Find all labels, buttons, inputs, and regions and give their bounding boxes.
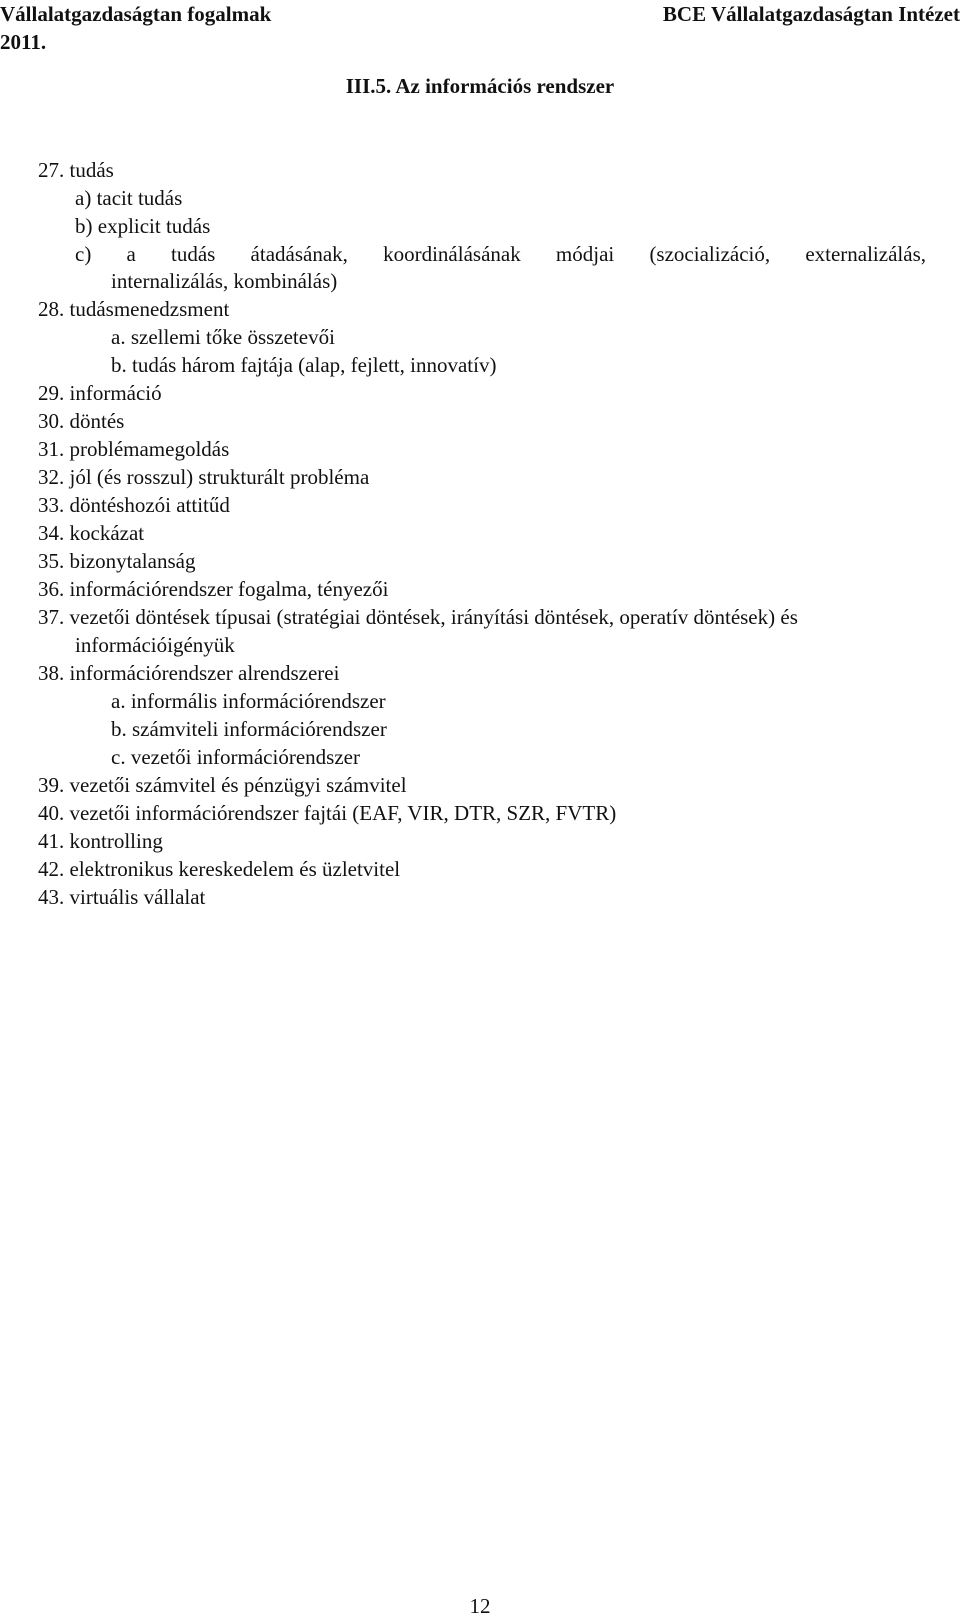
list-item-27c-word: externalizálás, <box>805 242 926 266</box>
list-item-27c-continued: internalizálás, kombinálás) <box>111 269 338 293</box>
header-institute-name: BCE Vállalatgazdaságtan Intézet <box>662 2 960 26</box>
page-number: 12 <box>469 1594 491 1618</box>
header-document-title: Vállalatgazdaságtan fogalmak <box>0 2 272 26</box>
list-item-27c-word: átadásának, <box>250 242 348 266</box>
list-item-37: 37. vezetői döntések típusai (stratégiai döntések, irányítási döntések, operatív döntések) és <box>38 605 798 629</box>
list-item-27c <box>75 244 926 265</box>
list-item-28: 28. tudásmenedzsment <box>38 297 230 321</box>
list-item-27c-word: c) <box>75 242 92 266</box>
list-item-28a: a. szellemi tőke összetevői <box>111 325 335 349</box>
list-item-37-continued: információigényük <box>75 633 235 657</box>
list-item-38b: b. számviteli információrendszer <box>111 717 387 741</box>
list-item-40: 40. vezetői információrendszer fajtái (EAF, VIR, DTR, SZR, FVTR) <box>38 801 617 825</box>
list-item-38c: c. vezetői információrendszer <box>111 745 360 769</box>
list-item-36: 36. információrendszer fogalma, tényezői <box>38 577 389 601</box>
list-item-38a: a. informális információrendszer <box>111 689 386 713</box>
list-item-28b: b. tudás három fajtája (alap, fejlett, innovatív) <box>111 353 497 377</box>
list-item-39: 39. vezetői számvitel és pénzügyi számvitel <box>38 773 407 797</box>
list-item-27c-word: tudás <box>171 242 216 266</box>
list-item-27c-word: (szocializáció, <box>649 242 771 266</box>
list-item-27c-word: módjai <box>555 242 615 266</box>
list-item-35: 35. bizonytalanság <box>38 549 196 573</box>
list-item-41: 41. kontrolling <box>38 829 163 853</box>
list-item-34: 34. kockázat <box>38 521 145 545</box>
list-item-31: 31. problémamegoldás <box>38 437 230 461</box>
list-item-42: 42. elektronikus kereskedelem és üzletvitel <box>38 857 401 881</box>
list-item-33: 33. döntéshozói attitűd <box>38 493 230 517</box>
list-item-43: 43. virtuális vállalat <box>38 885 206 909</box>
list-item-30: 30. döntés <box>38 409 125 433</box>
list-item-32: 32. jól (és rosszul) strukturált probléma <box>38 465 370 489</box>
list-item-27: 27. tudás <box>38 158 114 182</box>
list-item-27c-word: a <box>126 242 136 266</box>
list-item-27c-word: koordinálásának <box>383 242 521 266</box>
list-item-27b: b) explicit tudás <box>75 214 211 238</box>
list-item-38: 38. információrendszer alrendszerei <box>38 661 340 685</box>
header-year: 2011. <box>0 30 47 54</box>
list-item-27a: a) tacit tudás <box>75 186 183 210</box>
list-item-29: 29. információ <box>38 381 162 405</box>
section-title: III.5. Az információs rendszer <box>345 74 615 98</box>
